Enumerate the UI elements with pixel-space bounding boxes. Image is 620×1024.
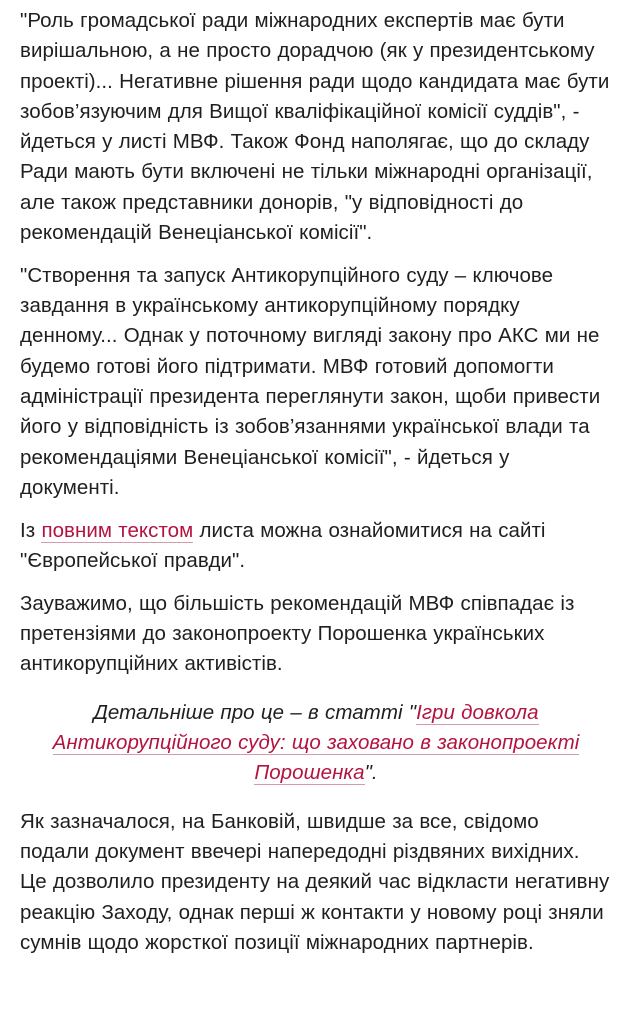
paragraph-anticorruption-court-quote: "Створення та запуск Антикорупційного суду – ключове завдання в українському антикорупційному порядку денному... Однак у поточному вигляді закону про АКС ми не будемо готові його підтримати. МВФ готовий допомогти адміністрації президента переглянути закон, щоби привести його у відповідність із зобов’язаннями української влади та рекомендаціями Венеціанської комісії", - йдеться у документі.: [20, 263, 601, 499]
aside-text: ".: [364, 761, 378, 785]
paragraph-text: листа можна ознайомитися на сайті "Європейської правди".: [20, 518, 546, 573]
related-article-link[interactable]: Ігри довкола Антикорупційного суду: що заховано в законопроекті Порошенка: [52, 700, 580, 785]
paragraph-imf-council-quote: "Роль громадської ради міжнародних експертів має бути вирішальною, а не просто дорадчою (як у президентському проекті)... Негативне рішення ради щодо кандидата має бути зобов’язуючим для Вищої кваліфікаційної комісії суддів", - йдеться у листі МВФ. Також Фонд наполягає, що до складу Ради мають бути включені не тільки міжнародні організації, але також представники донорів, "у відповідності до рекомендацій Венеціанської комісії".: [20, 9, 610, 245]
paragraph-activists-note: Зауважимо, що більшість рекомендацій МВФ співпадає із претензіями до законопроекту Порошенка українських антикорупційних активістів.: [20, 591, 575, 676]
full-text-link[interactable]: повним текстом: [41, 518, 194, 542]
article-body: [20, 6, 612, 971]
paragraph-text: Із: [20, 518, 42, 542]
paragraph-bankova-timing: Як зазначалося, на Банковій, швидше за все, свідомо подали документ ввечері напередодні різдвяних вихідних. Це дозволило президенту на деякий час відкласти негативну реакцію Заходу, однак перші ж контакти у новому році зняли сумнів щодо жорсткої позиції міжнародних партнерів.: [20, 809, 610, 954]
paragraph-full-text-reference: [20, 516, 612, 577]
related-article-aside: [20, 698, 612, 789]
aside-text: Детальніше про це – в статті ": [93, 700, 417, 724]
